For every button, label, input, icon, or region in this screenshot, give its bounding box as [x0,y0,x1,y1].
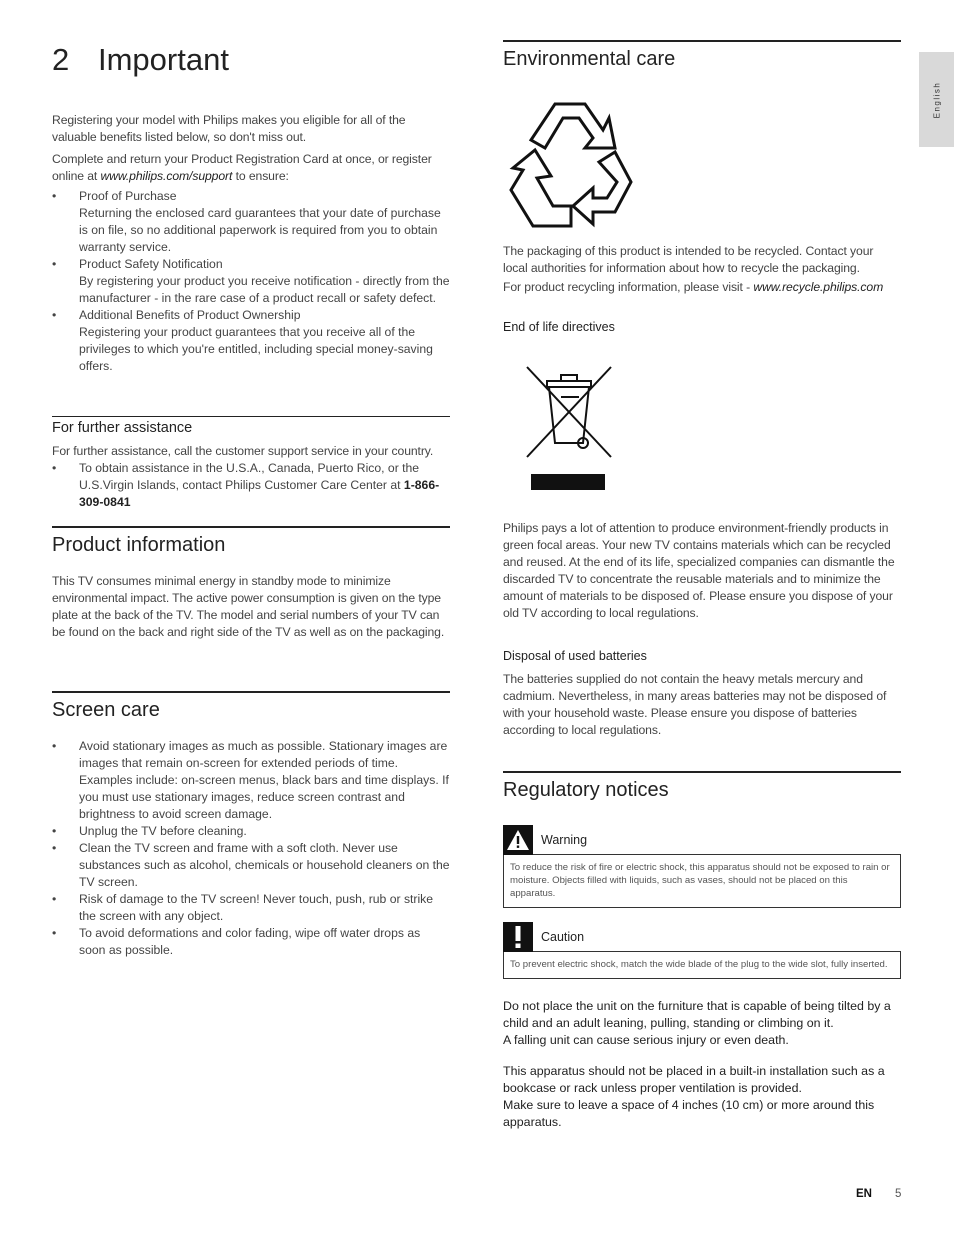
warning-title: Warning [541,833,588,847]
battery-text: The batteries supplied do not contain the heavy metals mercury and cadmium. Nevertheless, in many areas batteries may not be disposed of with your household waste. Please ensure you dispose of batteries according to local regulations. [503,672,887,737]
assistance-item-text: To obtain assistance in the U.S.A., Canada, Puerto Rico, or the U.S.Virgin Islands, contact Philips Customer Care Center at [79,461,420,492]
page-number: 5 [895,1188,902,1200]
screen-care-section [52,691,450,959]
benefit-item [52,188,450,256]
assistance-section [52,416,450,511]
benefits-list [52,188,450,375]
battery-heading: Disposal of used batteries [503,649,647,663]
screen-care-item: • Unplug the TV before cleaning. [52,823,450,840]
recycle-link-pre: For product recycling information, please visit - [503,280,754,294]
battery-text-block [503,671,901,739]
benefit-title: Proof of Purchase [79,189,177,203]
screen-care-item: • Clean the TV screen and frame with a soft cloth. Never use substances such as alcohol, chemicals or household cleaners on the TV screen. [52,840,450,891]
intro2-post: to ensure: [232,169,289,183]
crossed-bin-icon [521,363,617,493]
eol-text: Philips pays a lot of attention to produce environment-friendly products in green focal areas. Your new TV contains materials which can be recycled and reused. At the end of its life, specialized companies can dismantle the discarded TV to concentrate the reusable materials and to minimize the amount of materials to be disposed of. Please ensure you dispose of your old TV according to local regulations. [503,521,895,620]
assistance-text: For further assistance, call the customer support service in your country. [52,444,434,458]
eol-heading: End of life directives [503,320,615,334]
tip-over-warning [503,998,901,1049]
language-tab-label: English [932,81,941,118]
intro2-pre: Complete and return your Product Registration Card at once, or register online at [52,152,432,183]
warning-title-row [503,825,901,855]
benefit-text: Registering your product guarantees that you receive all of the privileges to which you're entitled, including special money-saving offers. [79,325,433,373]
assistance-heading: For further assistance [52,416,450,436]
benefit-title: Product Safety Notification [79,257,223,271]
warning-text: To reduce the risk of fire or electric shock, this apparatus should not be exposed to rain or moisture. Objects filled with liquids, such as vases, should not be placed on this apparatus. [503,854,901,908]
benefit-item [52,307,450,375]
caution-title-row [503,922,901,952]
chapter-title-text: Important [98,42,229,77]
product-info-section [52,526,450,641]
tip-over-injury-text: A falling unit can cause serious injury or even death. [503,1033,789,1047]
chapter-number: 2 [52,42,70,77]
warning-box [503,825,901,908]
caution-box [503,922,901,979]
screen-care-heading: Screen care [52,691,450,722]
language-tab [919,52,954,147]
chapter-title [52,42,229,78]
caution-title: Caution [541,930,585,944]
recycle-link[interactable]: www.recycle.philips.com [753,280,884,294]
benefit-title: Additional Benefits of Product Ownership [79,308,301,322]
environmental-heading: Environmental care [503,40,901,71]
assistance-list [52,460,450,511]
product-info-text: This TV consumes minimal energy in standby mode to minimize environmental impact. The active power consumption is given on the type plate at the back of the TV. The model and serial numbers of your TV can be found on the back and right side of the TV as well as on the packaging. [52,574,445,639]
product-info-heading: Product information [52,526,450,557]
ventilation-text: This apparatus should not be placed in a built-in installation such as a bookcase or rack unless proper ventilation is provided. [503,1064,885,1095]
benefit-text: Returning the enclosed card guarantees that your date of purchase is on file, so no additional paperwork is required from you to obtain warranty service. [79,206,441,254]
support-link[interactable]: www.philips.com/support [100,169,233,183]
registration-intro [52,112,450,375]
screen-care-item: • To avoid deformations and color fading, wipe off water drops as soon as possible. [52,925,450,959]
regulatory-section [503,771,901,802]
environmental-section [503,40,901,71]
screen-care-list [52,738,450,959]
assistance-item [52,460,450,511]
recycle-paragraph: The packaging of this product is intended to be recycled. Contact your local authorities for information about how to recycle the packaging. [503,244,874,275]
footer-language: EN [856,1188,872,1200]
eol-text-block [503,520,901,622]
regulatory-heading: Regulatory notices [503,771,901,802]
recycle-link-paragraph [503,279,901,296]
warning-icon [503,825,533,855]
exclamation-icon [503,922,533,952]
benefit-text: By registering your product you receive notification - directly from the manufacturer - in the rare case of a product recall or safety defect. [79,274,450,305]
environmental-text [503,243,901,296]
intro-paragraph-1: Registering your model with Philips makes you eligible for all of the valuable benefits listed below, so don't miss out. [52,113,406,144]
customer-care-phone: 1-866-309-0841 [79,478,440,509]
clearance-text: Make sure to leave a space of 4 inches (10 cm) or more around this apparatus. [503,1098,875,1129]
tip-over-text: Do not place the unit on the furniture that is capable of being tilted by a child and an adult leaning, pulling, standing or climbing on it. [503,999,891,1030]
caution-text: To prevent electric shock, match the wide blade of the plug to the wide slot, fully inserted. [503,951,901,979]
recycle-icon [507,102,633,230]
benefit-item [52,256,450,307]
intro-paragraph-2 [52,151,450,185]
ventilation-warning [503,1063,901,1131]
screen-care-item: • Avoid stationary images as much as possible. Stationary images are images that remain on-screen for extended periods of time. Examples include: on-screen menus, black bars and time displays. If you must use stationary images, reduce screen contrast and brightness to avoid screen damage. [52,738,450,823]
screen-care-item: • Risk of damage to the TV screen! Never touch, push, rub or strike the screen with any object. [52,891,450,925]
